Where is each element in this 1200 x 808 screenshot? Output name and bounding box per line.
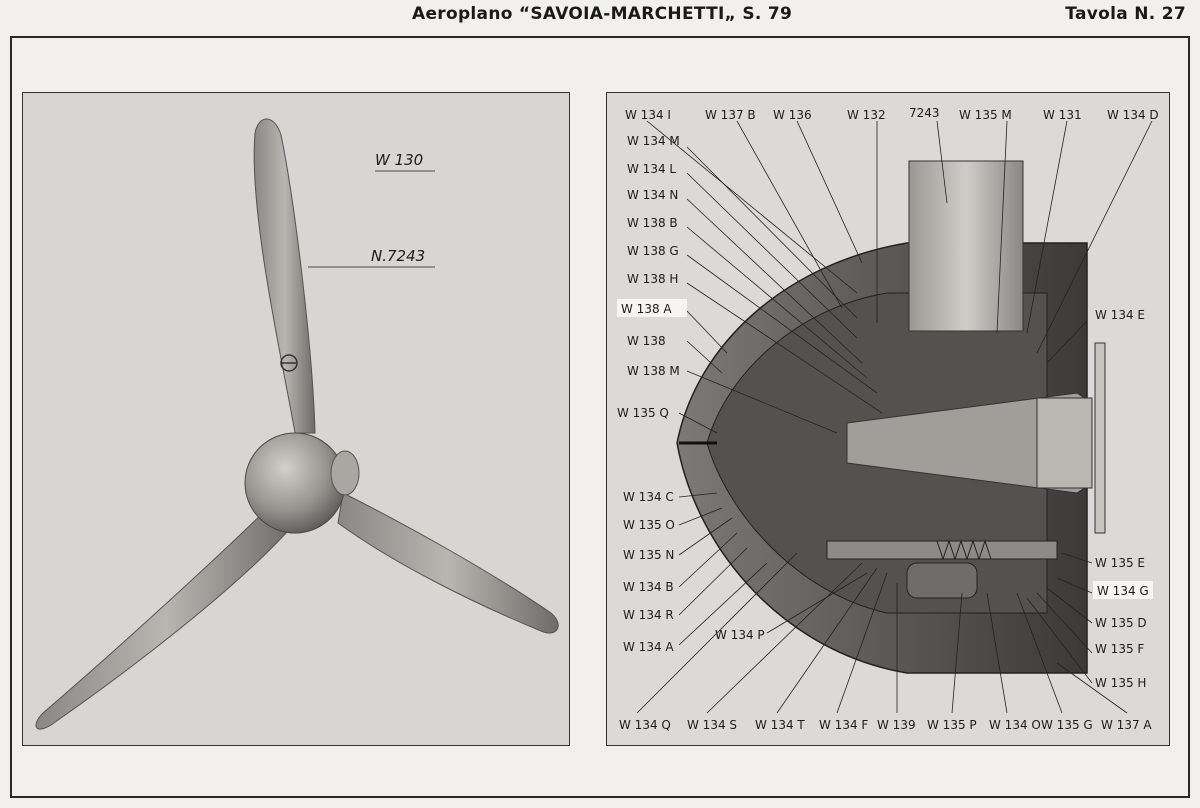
callout-left-4: W 138 B	[627, 216, 678, 230]
callout-top-7: W 131	[1043, 108, 1082, 122]
propeller-hub	[245, 433, 345, 533]
propeller-blade-right	[338, 493, 558, 633]
callout-left-3: W 134 N	[627, 188, 679, 202]
callout-left-7: W 138 A	[621, 302, 672, 316]
callout-right-2: W 135 E	[1095, 556, 1145, 570]
hub-cutaway-panel	[606, 92, 1170, 746]
callout-top-2: W 137 B	[705, 108, 756, 122]
callout-bottom-7: W 134 O	[989, 718, 1041, 732]
callout-left-15: W 134 R	[623, 608, 674, 622]
callout-bottom-4: W 134 F	[819, 718, 869, 732]
propeller-blade-top	[254, 119, 315, 433]
callout-top-1: W 134 I	[625, 108, 671, 122]
callout-bottom-6: W 135 P	[927, 718, 977, 732]
callout-left-9: W 138 M	[627, 364, 680, 378]
plate-number: Tavola N. 27	[1065, 4, 1186, 24]
callout-left-5: W 138 G	[627, 244, 679, 258]
callout-bottom-2: W 134 S	[687, 718, 738, 732]
propeller-photo-panel	[22, 92, 570, 746]
callout-left-12: W 135 O	[623, 518, 675, 532]
callout-left-2: W 134 L	[627, 162, 677, 176]
callout-bottom-8: W 135 G	[1041, 718, 1093, 732]
callout-top-4: W 132	[847, 108, 886, 122]
callout-right-6: W 135 H	[1095, 676, 1147, 690]
propeller-blade-left	[36, 498, 295, 729]
callout-top-3: W 136	[773, 108, 812, 122]
callout-left-1: W 134 M	[627, 134, 680, 148]
callout-left-6: W 138 H	[627, 272, 679, 286]
plate-title: Aeroplano “SAVOIA-MARCHETTI„ S. 79	[412, 4, 793, 24]
callout-left-11: W 134 C	[623, 490, 674, 504]
callout-top-5: 7243	[909, 106, 940, 120]
callout-right-3: W 134 G	[1097, 584, 1149, 598]
callout-left-14: W 134 B	[623, 580, 674, 594]
flange-plate	[1095, 343, 1105, 533]
callout-right-1: W 134 E	[1095, 308, 1145, 322]
drawing-label-n7243: N.7243	[371, 247, 426, 265]
hub-cutaway-diagram	[607, 93, 1170, 746]
callout-left-13: W 135 N	[623, 548, 675, 562]
callout-bottom-1: W 134 Q	[619, 718, 671, 732]
callout-left-16: W 134 P	[715, 628, 765, 642]
callout-left-17: W 134 A	[623, 640, 674, 654]
callout-bottom-3: W 134 T	[755, 718, 805, 732]
callout-left-8: W 138	[627, 334, 666, 348]
callout-right-4: W 135 D	[1095, 616, 1147, 630]
callout-top-6: W 135 M	[959, 108, 1012, 122]
callout-top-8: W 134 D	[1107, 108, 1159, 122]
callout-right-5: W 135 F	[1095, 642, 1145, 656]
callout-bottom-9: W 137 A	[1101, 718, 1152, 732]
propeller-illustration	[23, 93, 570, 746]
blade-root	[909, 161, 1023, 331]
callout-bottom-5: W 139	[877, 718, 916, 732]
part-label-w130: W 130	[375, 151, 424, 169]
callout-left-10: W 135 Q	[617, 406, 669, 420]
